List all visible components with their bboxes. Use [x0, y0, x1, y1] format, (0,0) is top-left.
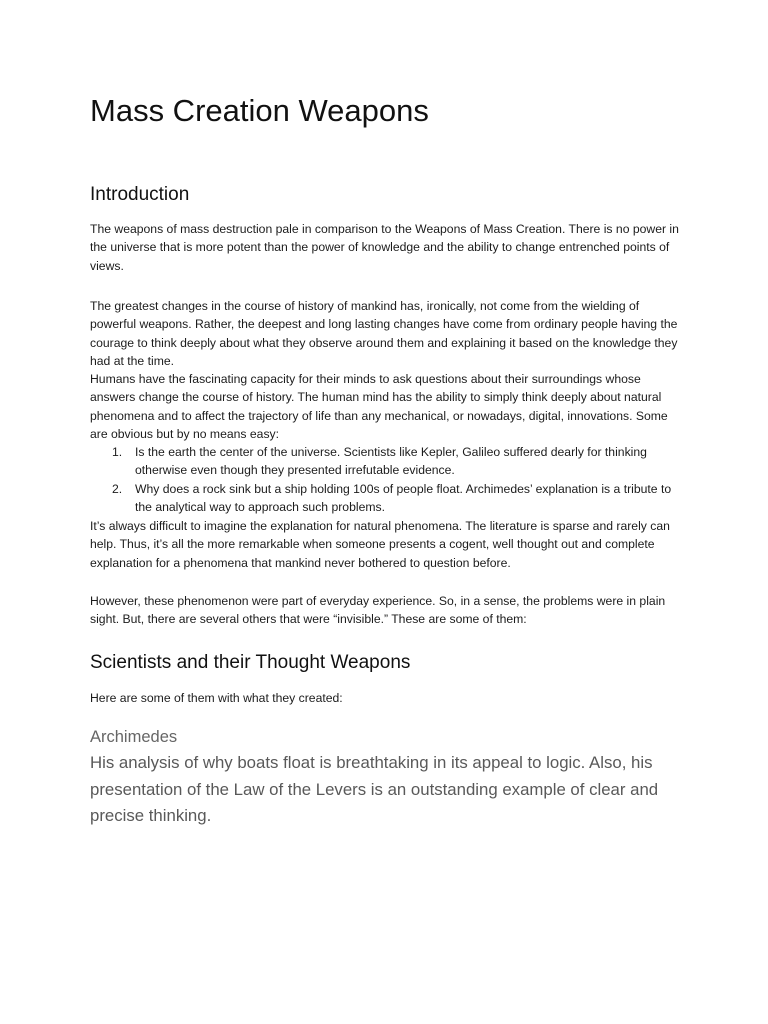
list-item-number: 1. — [112, 445, 123, 459]
list-item — [90, 480, 680, 517]
intro-paragraph-2: The greatest changes in the course of history of mankind has, ironically, not come from the wielding of powerful weapons. Rather, the deepest and long lasting changes have come from ordinary people having the courage to think deeply about what they observe around them and explaining it based on the knowledge they had at the time. — [90, 299, 678, 368]
list-item-text: Why does a rock sink but a ship holding 100s of people float. Archimedes’ explanation is a tribute to the analytical way to approach such problems. — [135, 481, 672, 514]
list-item-text: Is the earth the center of the universe. Scientists like Kepler, Galileo suffered dearly for thinking otherwise even though they presented irrefutable evidence. — [135, 445, 647, 478]
document-title: Mass Creation Weapons — [90, 93, 429, 128]
intro-paragraph-5: However, these phenomenon were part of everyday experience. So, in a sense, the problems were in plain sight. But, there are several others that were “invisible.” These are some of them: — [90, 594, 666, 627]
list-item — [90, 443, 680, 480]
intro-paragraph-4: It’s always difficult to imagine the explanation for natural phenomena. The literature is sparse and rarely can help. Thus, it’s all the more remarkable when someone presents a cogent, well thought out and complete explanation for a phenomena that mankind never bothered to question before. — [90, 519, 670, 570]
scientists-heading: Scientists and their Thought Weapons — [90, 652, 411, 673]
scientist-description-archimedes: His analysis of why boats float is breathtaking in its appeal to logic. Also, his presentation of the Law of the Levers is an outstanding example of clear and precise thinking. — [90, 753, 659, 825]
scientist-name-archimedes: Archimedes — [90, 728, 178, 746]
introduction-heading: Introduction — [90, 184, 190, 205]
scientists-intro: Here are some of them with what they created: — [90, 691, 343, 705]
list-item-number: 2. — [112, 481, 123, 496]
numbered-list — [90, 443, 680, 516]
intro-paragraph-3: Humans have the fascinating capacity for their minds to ask questions about their surroundings whose answers change the course of history. The human mind has the ability to simply think deeply about natural phenomena and to affect the trajectory of life than any mechanical, or nowadays, digital, innovations. Some are obvious but by no means easy: — [90, 372, 668, 441]
intro-paragraph-1: The weapons of mass destruction pale in comparison to the Weapons of Mass Creation. There is no power in the universe that is more potent than the power of knowledge and the ability to change entrenched points of views. — [90, 222, 679, 273]
